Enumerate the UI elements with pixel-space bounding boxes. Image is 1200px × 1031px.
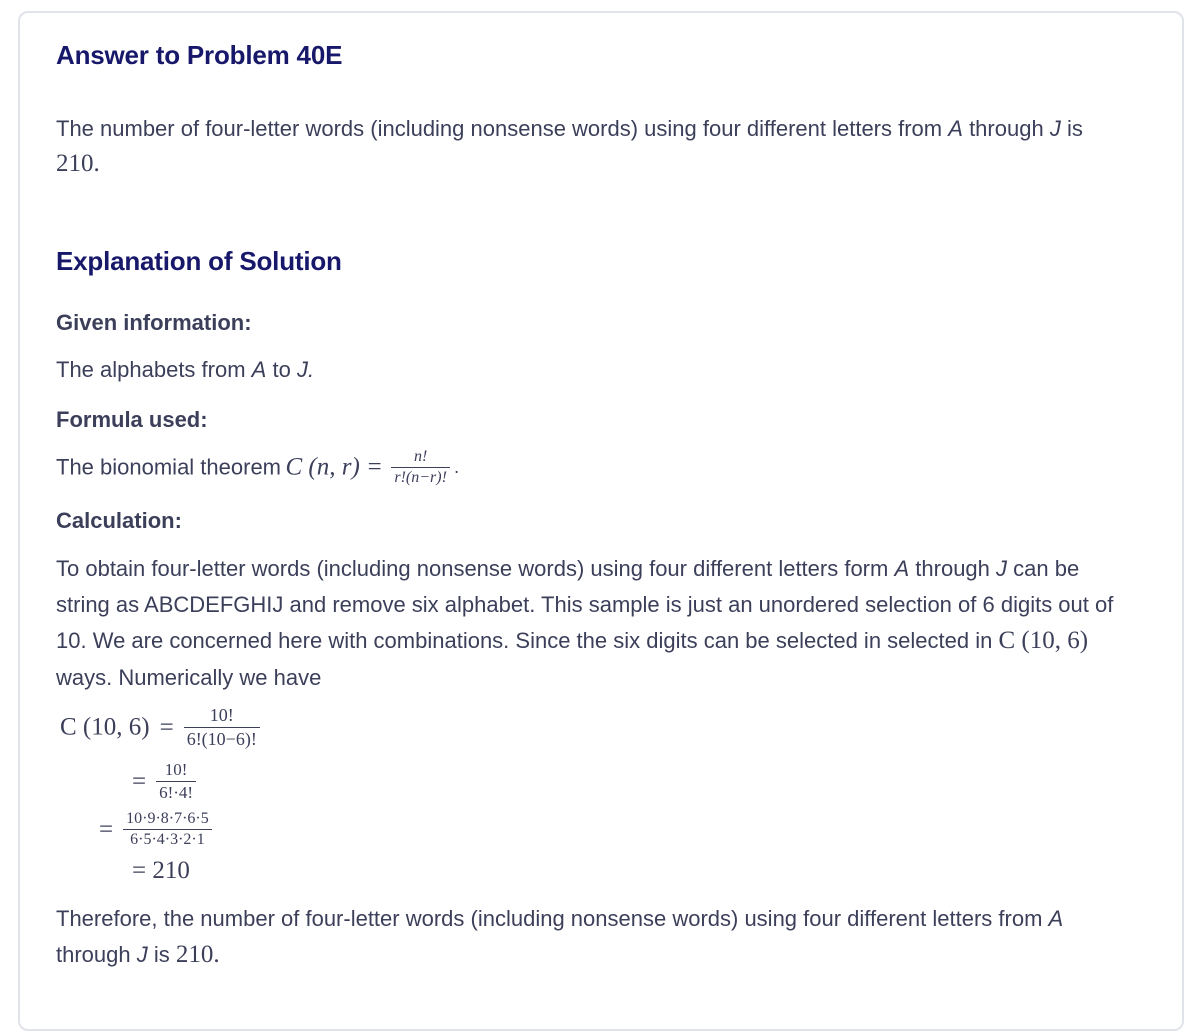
conclusion-j: J <box>136 942 148 967</box>
step1-fraction <box>184 705 260 750</box>
answer-letter-j: J <box>1049 116 1061 141</box>
step2-denominator: 6!·4! <box>159 783 194 802</box>
step3-denominator: 6·5·4·3·2·1 <box>130 831 205 848</box>
formula-text: The bionomial theorem <box>56 454 282 480</box>
given-text-prefix: The alphabets from <box>56 357 246 382</box>
calc-line3-math: C (10, 6) <box>998 627 1089 654</box>
formula-denominator: r!(n−r)! <box>394 469 447 486</box>
step3-eq: = <box>99 815 114 843</box>
calculation-heading: Calculation: <box>56 508 182 533</box>
step3-numerator: 10·9·8·7·6·5 <box>123 810 212 830</box>
formula-line <box>56 448 459 487</box>
formula-numerator: n! <box>391 448 450 468</box>
calc-line3-prefix: 10. We are concerned here with combinations. Since the six digits can be selected in selected in <box>56 628 993 653</box>
calc-line-2: string as ABCDEFGHIJ and remove six alphabet. This sample is just an unordered selection of 6 digits out of <box>56 592 1114 617</box>
answer-through-word: through <box>969 116 1044 141</box>
answer-letter-a: A <box>948 116 963 141</box>
conclusion-a: A <box>1048 906 1064 931</box>
calc-line1-suffix: can be <box>1013 556 1080 581</box>
conclusion-is: is <box>153 942 170 967</box>
given-to-word: to <box>272 357 291 382</box>
explanation-heading: Explanation of Solution <box>56 246 342 276</box>
calc-line1-prefix: To obtain four-letter words (including nonsense words) using four different letters form <box>56 556 889 581</box>
formula-heading: Formula used: <box>56 407 208 432</box>
calc-line1-j: J <box>996 556 1008 581</box>
calc-line-4: ways. Numerically we have <box>56 665 322 690</box>
step3-fraction <box>123 810 212 849</box>
calc-line-3 <box>56 623 1146 659</box>
answer-text <box>56 111 1146 147</box>
calc-line-1 <box>56 551 1146 587</box>
given-heading: Given information: <box>56 310 252 335</box>
step-3 <box>99 810 212 849</box>
step2-numerator: 10! <box>156 760 196 782</box>
solution-card <box>18 11 1184 1031</box>
formula-lhs: C (n, r) = <box>285 453 383 481</box>
conclusion-line-2 <box>56 937 1146 973</box>
step1-lhs: C (10, 6) <box>60 713 150 741</box>
step2-fraction <box>156 760 196 803</box>
step-4: = 210 <box>132 857 190 884</box>
step1-eq: = <box>159 713 174 741</box>
conclusion-prefix: Therefore, the number of four-letter words (including nonsense words) using four different letters from <box>56 906 1043 931</box>
step-1 <box>60 705 260 750</box>
given-text <box>56 352 1146 388</box>
step1-denominator: 6!(10−6)! <box>186 729 257 749</box>
step-2 <box>132 760 196 803</box>
step1-numerator: 10! <box>184 705 260 728</box>
conclusion-value: 210. <box>175 941 220 968</box>
calc-line1-a: A <box>894 556 910 581</box>
answer-text-before: The number of four-letter words (including nonsense words) using four different letters from <box>56 116 943 141</box>
formula-fraction <box>391 448 450 487</box>
answer-is-word: is <box>1066 116 1083 141</box>
answer-value: 210. <box>56 150 100 177</box>
given-letter-a: A <box>251 357 267 382</box>
formula-dot: . <box>454 457 459 477</box>
given-letter-j: J. <box>296 357 315 382</box>
conclusion-line-1 <box>56 901 1146 937</box>
conclusion-through: through <box>56 942 131 967</box>
step2-eq: = <box>132 767 147 795</box>
calc-line1-through: through <box>915 556 990 581</box>
answer-heading: Answer to Problem 40E <box>56 40 343 70</box>
